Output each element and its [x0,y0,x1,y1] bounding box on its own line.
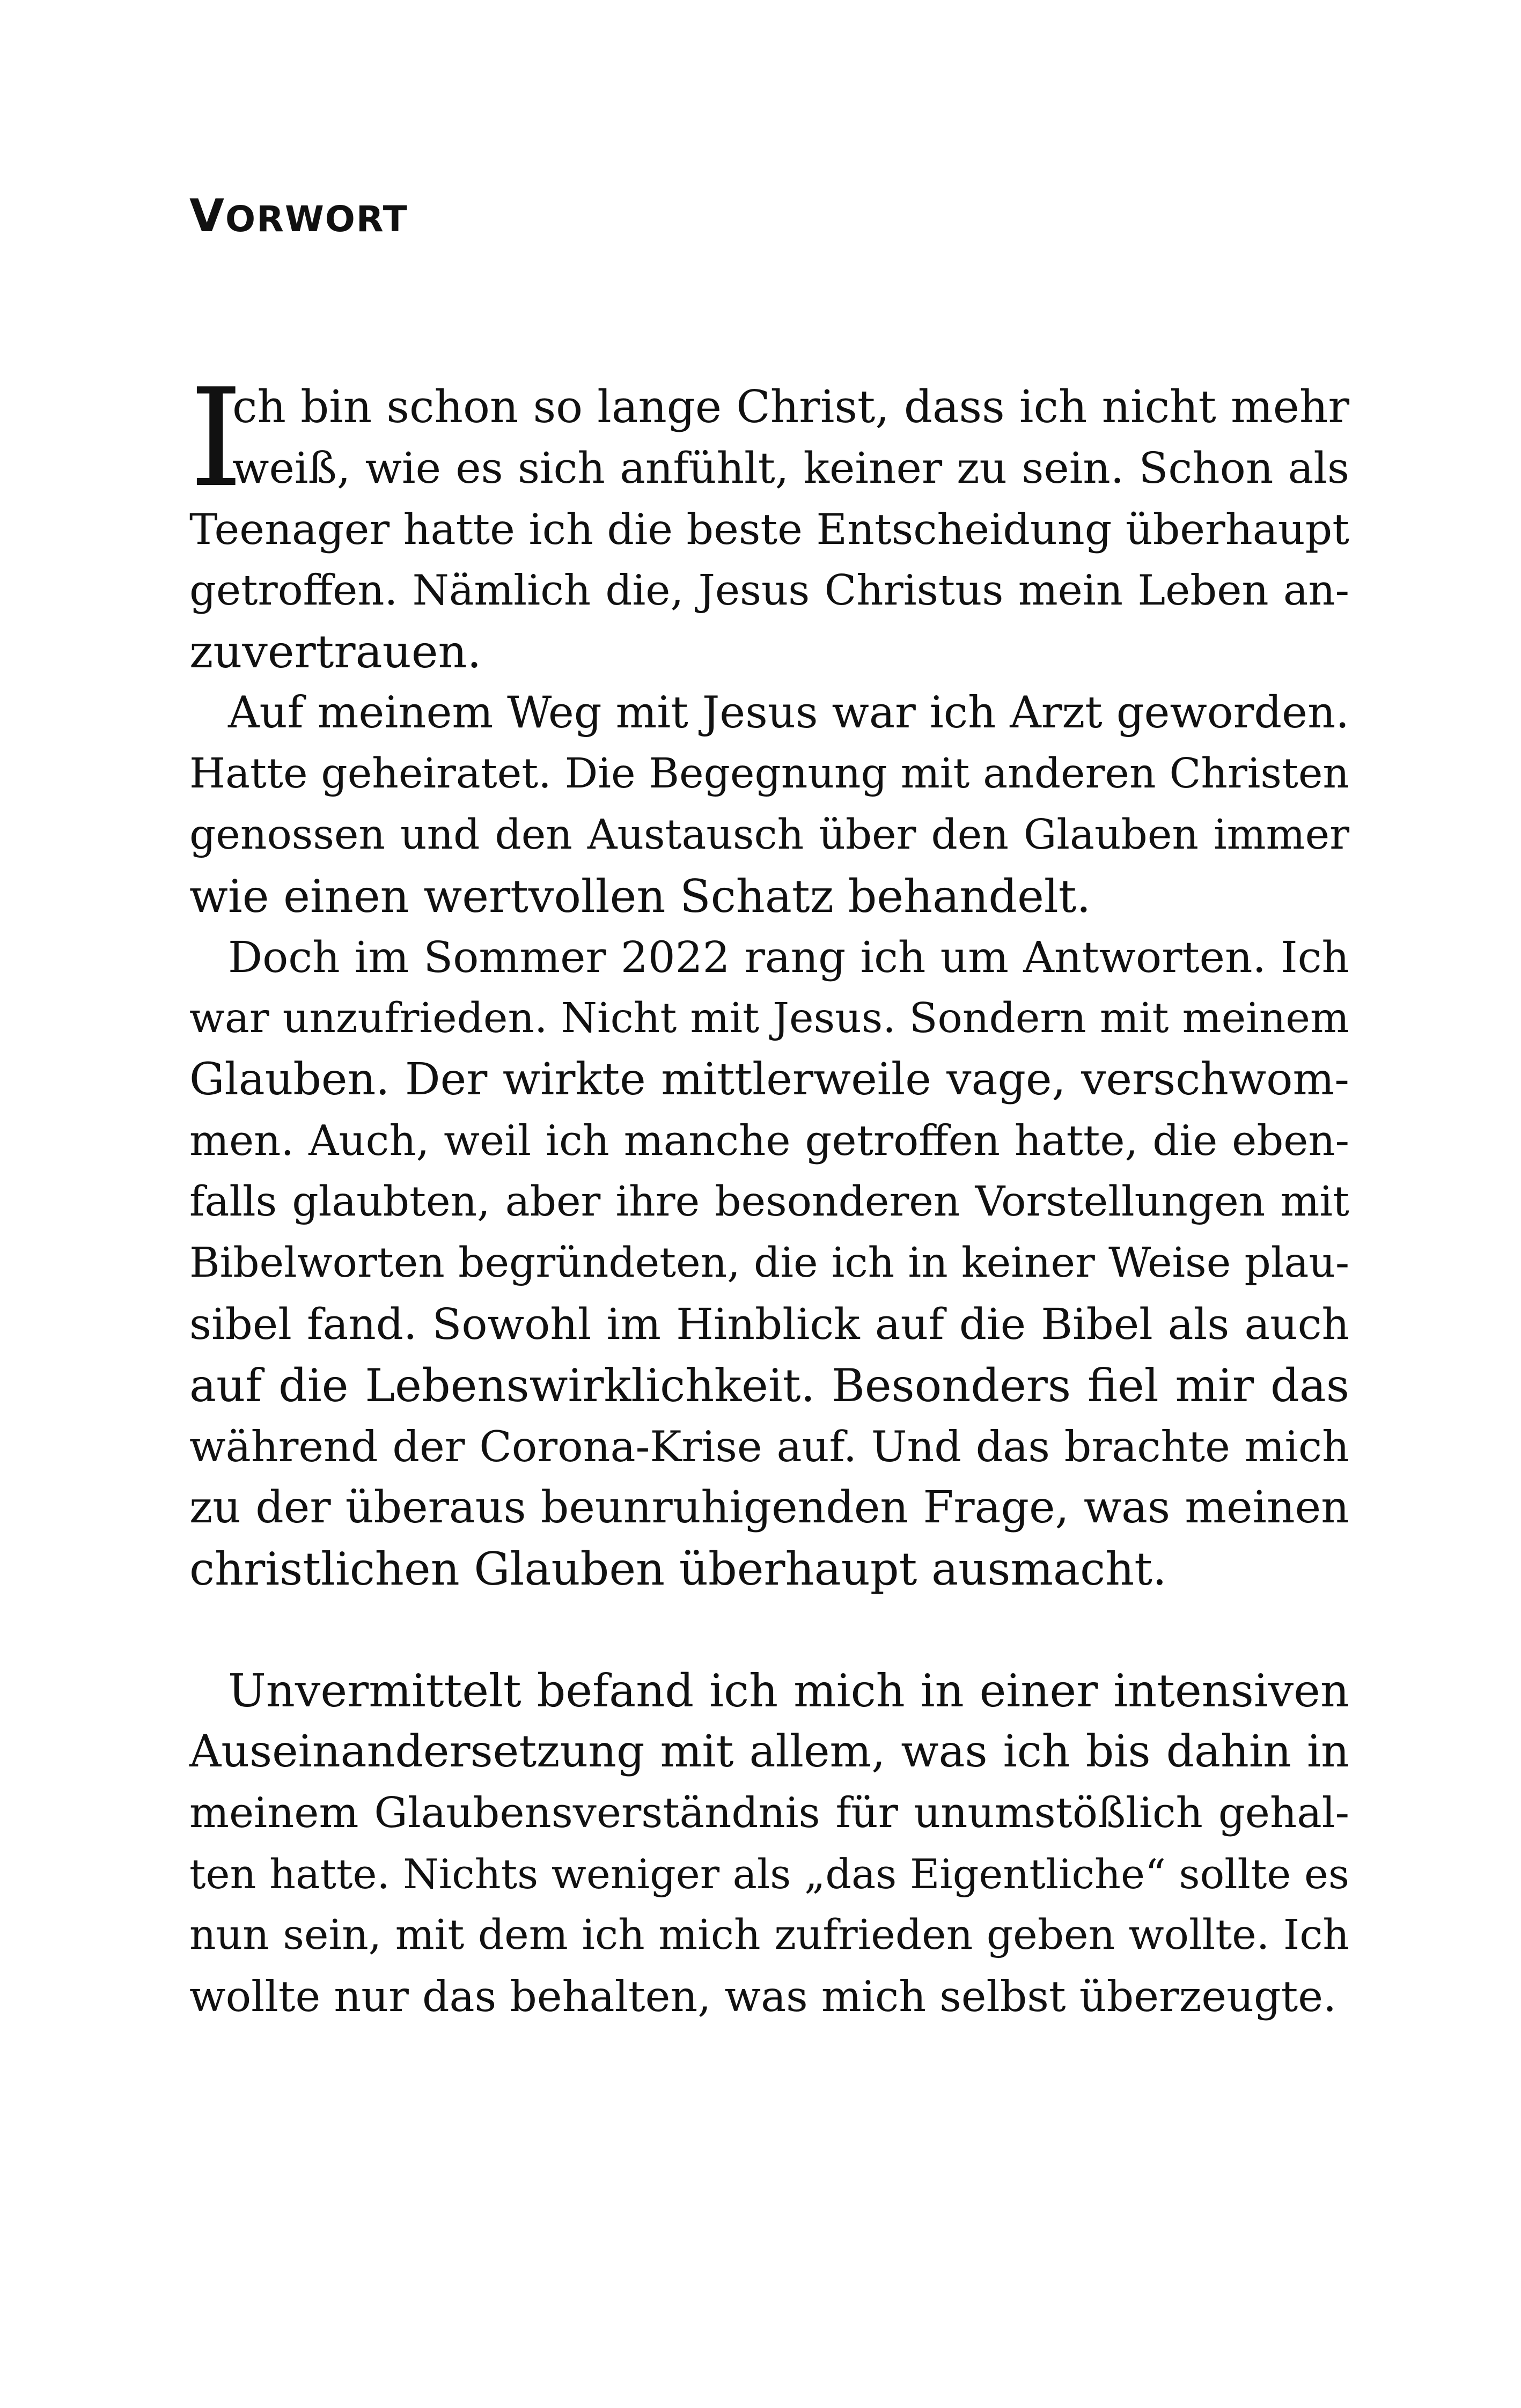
text-line: Bibelworten begründeten, die ich in keiner Weise plau- [189,1239,1349,1287]
text-line: genossen und den Austausch über den Glauben immer [189,811,1349,859]
text-line: Doch im Sommer 2022 rang ich um Antworten. Ich [228,932,1349,982]
text-line: Glauben. Der wirkte mittlerweile vage, verschwom- [189,1054,1349,1105]
text-line: Unvermittelt befand ich mich in einer intensiven [228,1665,1349,1717]
heading-first-letter: V [189,189,226,242]
text-line: zuvertrauen. [189,625,482,678]
chapter-heading [189,189,408,246]
text-line: sibel fand. Sowohl im Hinblick auf die Bibel als auch [189,1299,1349,1349]
text-line: men. Auch, weil ich manche getroffen hatte, die eben- [189,1117,1349,1165]
text-line: ch bin schon so lange Christ, dass ich nicht mehr [232,381,1349,433]
heading-rest: ORWORT [225,198,408,240]
text-line: falls glaubten, aber ihre besonderen Vorstellungen mit [189,1178,1349,1226]
text-line: während der Corona-Krise auf. Und das brachte mich [189,1422,1349,1471]
text-line: getroffen. Nämlich die, Jesus Christus mein Leben an- [189,566,1349,615]
text-line: meinem Glaubensverständnis für unumstößlich gehal- [189,1789,1349,1837]
drop-cap: I [189,360,243,517]
text-line: weiß, wie es sich anfühlt, keiner zu sein. Schon als [232,443,1349,493]
text-line: ten hatte. Nichts weniger als „das Eigentliche“ sollte es [189,1850,1349,1898]
text-line: christlichen Glauben überhaupt ausmacht. [189,1543,1167,1595]
text-line: Auf meinem Weg mit Jesus war ich Arzt geworden. [228,688,1349,738]
text-line: Auseinandersetzung mit allem, was ich bis dahin in [189,1726,1349,1777]
text-line: auf die Lebenswirklichkeit. Besonders fiel mir das [189,1359,1349,1412]
text-line: nun sein, mit dem ich mich zufrieden geben wollte. Ich [189,1911,1349,1959]
text-line: Hatte geheiratet. Die Begegnung mit anderen Christen [189,750,1349,798]
text-line: Teenager hatte ich die beste Entscheidung überhaupt [189,505,1349,554]
text-line: wollte nur das behalten, was mich selbst überzeugte. [189,1972,1337,2021]
text-line: zu der überaus beunruhigenden Frage, was meinen [189,1482,1349,1533]
text-line: war unzufrieden. Nicht mit Jesus. Sondern mit meinem [189,995,1349,1042]
text-line: wie einen wertvollen Schatz behandelt. [189,870,1091,923]
